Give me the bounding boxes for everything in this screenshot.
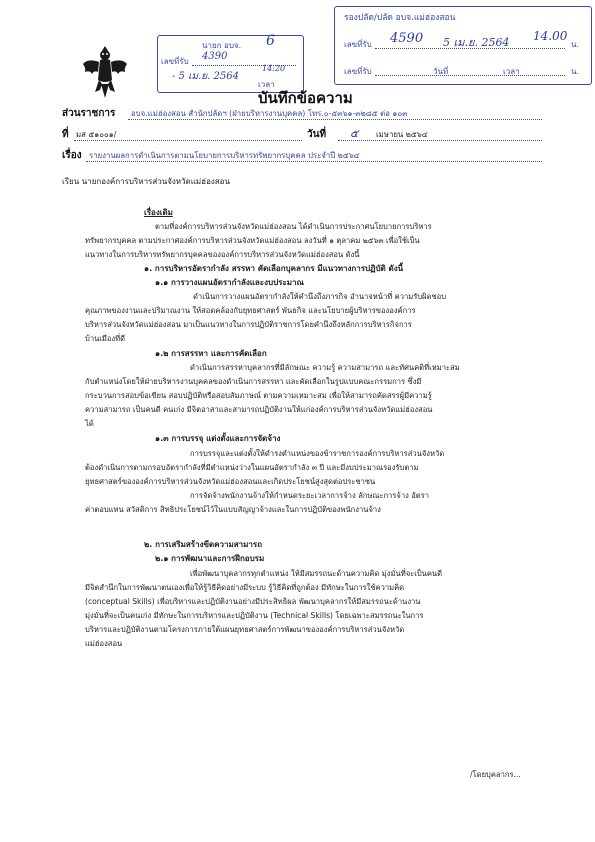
- stamp-time: 14.00: [533, 29, 568, 43]
- section-1-1-heading: ๑.๑ การวางแผนอัตรากำลังและงบประมาณ: [155, 278, 304, 287]
- origin-line: ตามที่องค์การบริหารส่วนจังหวัดแม่ฮ่องสอน ได้ดำเนินการประกาศนโยบายการบริหาร: [155, 222, 432, 231]
- stamp-date: 5 เม.ย. 2564: [443, 36, 510, 49]
- stamp-unit: น.: [571, 40, 580, 49]
- section-1-1-line: บริหารส่วนจังหวัดแม่ฮ่องสอน มาเป็นแนวทางในการปฏิบัติราชการโดยคำนึงถึงหลักการบริหารกิจการ: [85, 320, 412, 329]
- agency-label: ส่วนราชการ: [62, 108, 116, 119]
- date-value: เมษายน ๒๕๖๔: [376, 130, 428, 139]
- stamp-title: รองปลัด/ปลัด อบจ.แม่ฮ่องสอน: [344, 13, 456, 23]
- section-1-2-line: กระบวนการสอบข้อเขียน สอบปฏิบัติหรือสอบสัมภาษณ์ ตามความเหมาะสม เพื่อให้สามารถคัดสรรผู้มีความรู้: [85, 391, 432, 400]
- section-1-2-line: กับตำแหน่งโดยให้ฝ่ายบริหารงานบุคคลของดำเนินการสรรหา และคัดเลือกในรูปแบบคณะกรรมการ ซึ่งมี: [85, 377, 422, 386]
- section-2-1-heading: ๒.๑ การพัฒนาและการฝึกอบรม: [155, 554, 265, 563]
- date-day: ๕: [350, 127, 359, 140]
- ref-label: ที่: [62, 129, 69, 140]
- salutation: เรียน นายกองค์การบริหารส่วนจังหวัดแม่ฮ่องสอน: [62, 177, 230, 186]
- stamp-receive-label: เลขที่รับ: [161, 57, 189, 66]
- section-1-3-heading: ๑.๓ การบรรจุ แต่งตั้งและการจัดจ้าง: [155, 434, 281, 443]
- origin-heading: เรื่องเดิม: [144, 208, 173, 217]
- section-1-heading: ๑. การบริหารอัตรากำลัง สรรหา คัดเลือกบุคลากร มีแนวทางการปฏิบัติ ดังนี้: [144, 264, 404, 273]
- section-1-1-line: คุณภาพของงานและปริมาณงาน ให้สอดคล้องกับยุทธศาสตร์ พันธกิจ และนโยบายผู้บริหารขององค์การ: [85, 306, 416, 315]
- stamp-title: นายก อบจ.: [202, 41, 242, 50]
- received-stamp-deputy: [334, 6, 592, 85]
- ref-value: มส ๕๑๐๐๑/: [76, 130, 117, 139]
- section-1-2-heading: ๑.๒ การสรรหา และการคัดเลือก: [155, 349, 267, 358]
- subject-value: รายงานผลการดำเนินการตามนโยบายการบริหารทรัพยากรบุคคล ประจำปี ๒๕๖๔: [89, 151, 360, 160]
- stamp-date: - 5 เม.ย. 2564: [172, 71, 239, 82]
- stamp-handwritten-mark: 6: [266, 33, 275, 49]
- memo-title: บันทึกข้อความ: [258, 89, 353, 107]
- date-label: วันที่: [307, 129, 327, 140]
- section-1-3-line: ยุทธศาสตร์ขององค์การบริหารส่วนจังหวัดแม่ฮ่องสอนและเกิดประโยชน์สูงสุดต่อประชาชน: [85, 477, 376, 486]
- subject-label: เรื่อง: [62, 150, 82, 161]
- stamp-receive-number: 4590: [390, 31, 424, 46]
- stamp-receive-number: 4390: [202, 51, 228, 62]
- origin-line: แนวทางในการบริหารทรัพยากรบุคคลขององค์การบริหารส่วนจังหวัดแม่ฮ่องสอน ดังนี้: [85, 250, 360, 259]
- stamp-time-label: เวลา: [258, 80, 275, 89]
- stamp-date-label: วันที่: [433, 67, 449, 76]
- garuda-emblem-icon: [82, 46, 128, 100]
- section-2-heading: ๒. การเสริมสร้างขีดความสามารถ: [144, 540, 263, 549]
- stamp-time: 14:20: [262, 64, 286, 73]
- section-2-1-line: บริหารและปฏิบัติงานตามโครงการภายใต้แผนยุทธศาสตร์การพัฒนาขององค์การบริหารส่วนจังหวัด: [85, 625, 405, 634]
- section-1-1-line: ดำเนินการวางแผนอัตรากำลังให้คำนึงถึงภารกิจ อำนาจหน้าที่ ความรับผิดชอบ: [193, 292, 447, 301]
- section-1-2-line: ความสามารถ เป็นคนดี คนเก่ง มีจิตอาสาและสามารถปฏิบัติงานให้แก่องค์การบริหารส่วนจังหวัดแม่ฮ่องสอน: [85, 405, 433, 414]
- section-1-3-line: การบรรจุและแต่งตั้งให้ดำรงตำแหน่งของข้าราชการองค์การบริหารส่วนจังหวัด: [190, 449, 445, 458]
- section-2-1-line: แม่ฮ่องสอน: [85, 639, 123, 648]
- agency-value: อบจ.แม่ฮ่องสอน สำนักปลัดฯ (ฝ่ายบริหารงานบุคคล) โทร.๐-๕๓๖๑-๓๒๘๕ ต่อ ๑๐๓: [131, 109, 408, 118]
- section-1-2-line: ได้: [85, 419, 94, 428]
- continuation-text: /โดยบุคลากร...: [470, 770, 521, 779]
- stamp-time-label: เวลา: [503, 67, 520, 76]
- section-1-3-line: ค่าตอบแทน สวัสดิการ สิทธิประโยชน์ไว้ในแบบสัญญาจ้างและในการปฏิบัติของพนักงานจ้าง: [85, 505, 381, 514]
- section-1-3-line: ต้องดำเนินการตามกรอบอัตรากำลังที่มีตำแหน่งว่างในแผนอัตรากำลัง ๓ ปี และมีงบประมาณรองรับตาม: [85, 463, 419, 472]
- section-2-1-line: มีจิตสำนึกในการพัฒนาตนเองเพื่อให้รู้วิธีคิดอย่างมีระบบ รู้วิธีคิดที่ถูกต้อง มีทักษะในการใช้ความคิด: [85, 583, 405, 592]
- section-1-3-line: การจัดจ้างพนักงานจ้างให้กำหนดระยะเวลาการจ้าง ลักษณะการจ้าง อัตรา: [190, 491, 430, 500]
- stamp-receive-label-2: เลขที่รับ: [344, 67, 372, 76]
- section-1-1-line: บ้านเมืองที่ดี: [85, 334, 126, 343]
- stamp-unit-2: น.: [571, 67, 580, 76]
- section-2-1-line: เพื่อพัฒนาบุคลากรทุกตำแหน่ง ให้มีสมรรถนะด้านความคิด มุ่งมั่นที่จะเป็นคนดี: [190, 569, 443, 578]
- origin-line: ทรัพยากรบุคคล ตามประกาศองค์การบริหารส่วนจังหวัดแม่ฮ่องสอน ลงวันที่ ๑ ตุลาคม ๒๕๖๓ เพื่อใช้เป็น: [85, 236, 420, 245]
- stamp-receive-label: เลขที่รับ: [344, 40, 372, 49]
- section-2-1-line: (conceptual Skills) เพื่อบริหารและปฏิบัติงานอย่างมีประสิทธิผล พัฒนาบุคลากรให้มีสมรรถนะด้านงาน: [85, 597, 421, 606]
- received-stamp-mayor: [157, 35, 304, 93]
- section-2-1-line: มุ่งมั่นที่จะเป็นคนเก่ง มีทักษะในการบริหารและปฏิบัติงาน (Technical Skills) โดยเฉพาะสมรรถนะในการ: [85, 611, 424, 620]
- section-1-2-line: ดำเนินการสรรหาบุคลากรที่มีลักษณะ ความรู้ ความสามารถ และทัศนคติที่เหมาะสม: [190, 363, 460, 372]
